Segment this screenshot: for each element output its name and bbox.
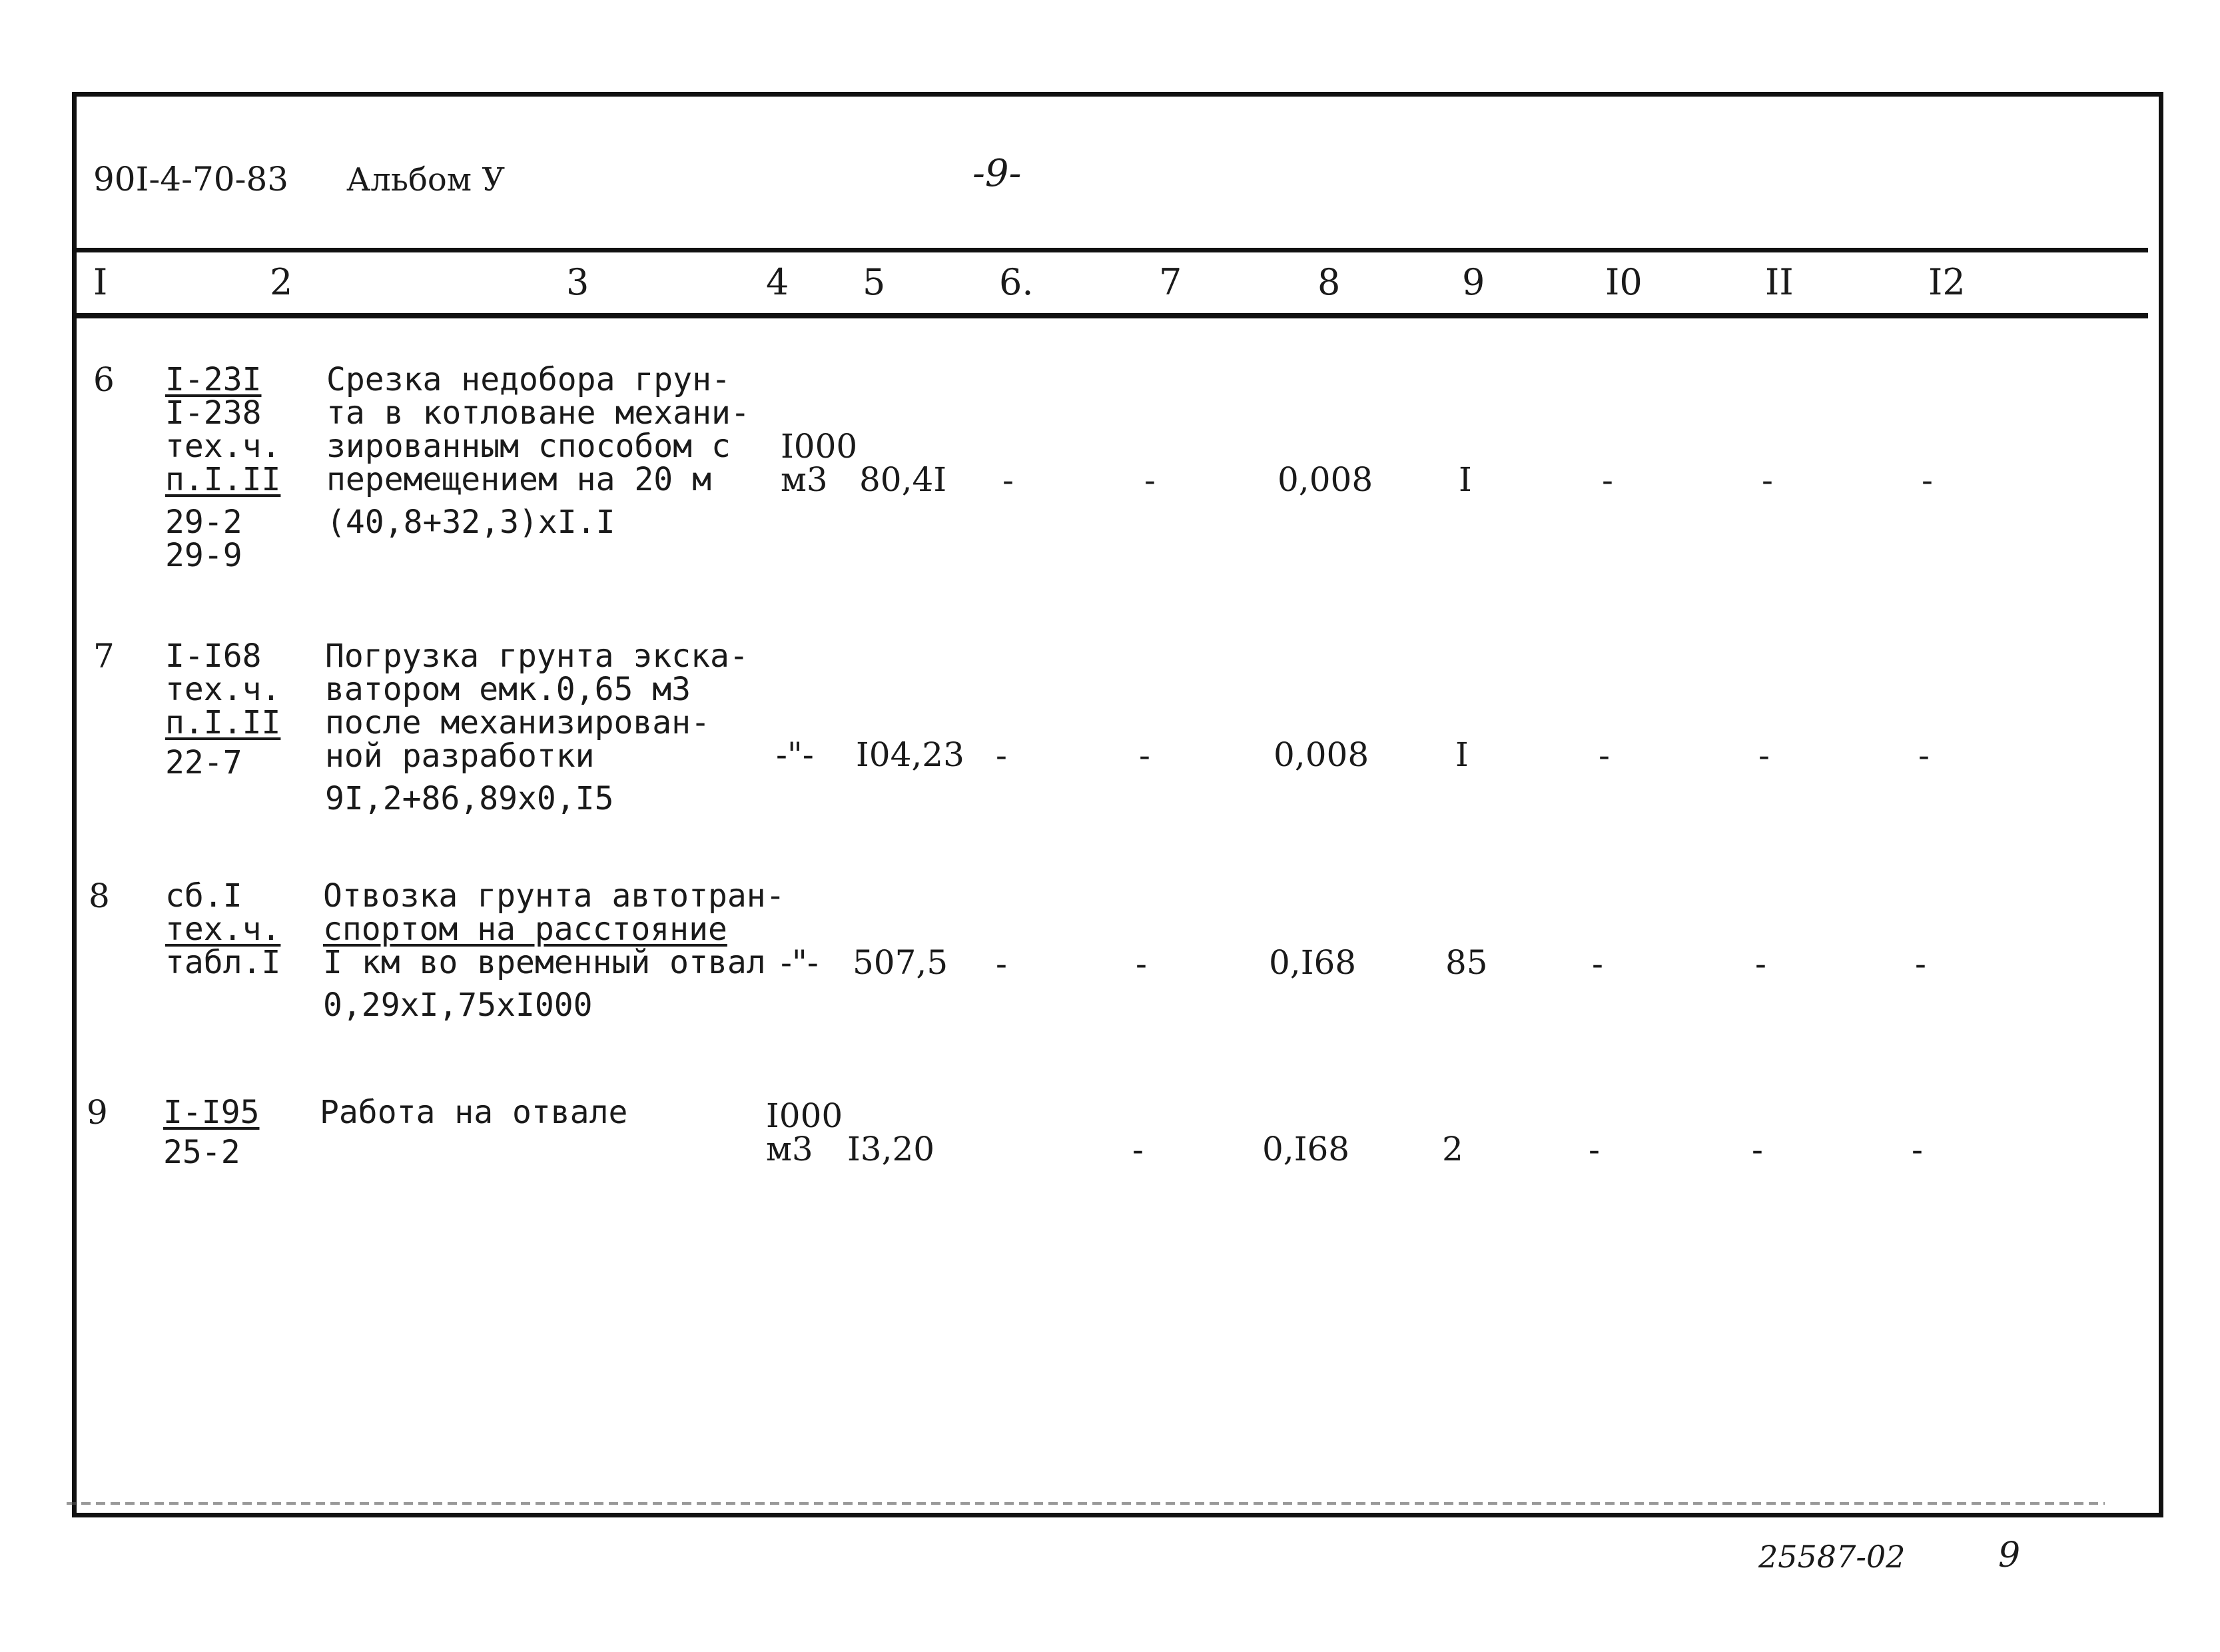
row-7-col8: 0,008 xyxy=(1274,735,1369,774)
page-number: -9- xyxy=(972,152,1022,195)
row-7-col6: - xyxy=(996,736,1007,775)
row-8-col8: 0,I68 xyxy=(1269,943,1357,982)
row-7-col12: - xyxy=(1918,736,1930,775)
row-9-col8: 0,I68 xyxy=(1262,1130,1350,1168)
row-6-number: 6 xyxy=(93,360,115,399)
row-9-unit-top: I000 xyxy=(766,1096,843,1135)
header-rule-bottom xyxy=(77,313,2148,318)
row-7-col9: I xyxy=(1455,735,1469,774)
row-6-col6: - xyxy=(1002,461,1014,500)
row-7-col10: - xyxy=(1599,736,1610,775)
col-header-6: 6. xyxy=(999,261,1034,303)
ref-line: п.I.II xyxy=(165,704,281,741)
row-8-col10: - xyxy=(1592,945,1603,983)
row-8-col6: - xyxy=(996,945,1007,983)
scan-noise-line xyxy=(67,1502,2105,1505)
row-7-col7: - xyxy=(1139,736,1150,775)
row-9-description xyxy=(320,1096,627,1129)
row-8-col12: - xyxy=(1915,945,1926,983)
desc-line: ватором емк.0,65 м3 xyxy=(325,671,691,708)
row-9-col9: 2 xyxy=(1442,1130,1463,1168)
ref-line: 22-7 xyxy=(165,744,242,781)
formula: (40,8+32,3)хI.I xyxy=(326,504,615,541)
row-8-number: 8 xyxy=(89,877,110,915)
row-9-number: 9 xyxy=(87,1093,108,1132)
row-6-col7: - xyxy=(1144,461,1156,500)
row-9-qty: I3,20 xyxy=(847,1130,935,1168)
row-9-col10: - xyxy=(1589,1130,1600,1169)
row-6-description xyxy=(326,363,750,539)
row-9-ref xyxy=(163,1096,260,1169)
ref-line: I-I68 xyxy=(165,637,262,675)
formula: 9I,2+86,89х0,I5 xyxy=(325,780,614,817)
col-header-10: I0 xyxy=(1605,261,1643,303)
ref-line: тех.ч. xyxy=(165,911,281,948)
row-9-col7: - xyxy=(1132,1130,1144,1169)
desc-line: та в котловане механи- xyxy=(326,394,750,432)
col-header-5: 5 xyxy=(863,261,886,303)
col-header-11: II xyxy=(1765,261,1794,303)
row-7-ref xyxy=(165,639,280,779)
ref-line: тех.ч. xyxy=(165,428,281,465)
row-6-col8: 0,008 xyxy=(1278,460,1373,499)
desc-line: спортом на расстояние xyxy=(323,911,727,948)
row-9-col11: - xyxy=(1752,1130,1763,1169)
ref-line: тех.ч. xyxy=(165,671,281,708)
row-7-qty: I04,23 xyxy=(856,735,964,774)
row-8-description xyxy=(323,879,785,1022)
footer-doc-number: 25587-02 xyxy=(1758,1539,1906,1575)
ref-line: 29-2 xyxy=(165,504,242,541)
row-6-ref xyxy=(165,363,280,572)
desc-line: после механизирован- xyxy=(325,704,710,741)
doc-code: 90I-4-70-83 xyxy=(93,160,289,199)
row-6-unit-top: I000 xyxy=(781,427,858,466)
row-7-number: 7 xyxy=(93,637,115,675)
row-6-col11: - xyxy=(1762,461,1773,500)
desc-line: Срезка недобора грун- xyxy=(326,361,731,398)
desc-line: перемещением на 20 м xyxy=(326,461,711,498)
row-9-unit-bottom: м3 xyxy=(766,1130,813,1168)
desc-line: зированным способом с xyxy=(326,428,731,465)
row-6-unit-bottom: м3 xyxy=(781,460,828,499)
col-header-2: 2 xyxy=(270,261,293,303)
header-rule-top xyxy=(77,248,2148,252)
row-6-col10: - xyxy=(1602,461,1613,500)
desc-line: Погрузка грунта экска- xyxy=(325,637,749,675)
ref-line: I-23I xyxy=(165,361,262,398)
desc-line: Отвозка грунта автотран- xyxy=(323,877,785,915)
row-8-col11: - xyxy=(1755,945,1766,983)
row-6-col9: I xyxy=(1459,460,1472,499)
col-header-12: I2 xyxy=(1928,261,1966,303)
row-8-unit: -"- xyxy=(781,943,819,982)
row-8-col9: 85 xyxy=(1445,943,1488,982)
row-7-unit: -"- xyxy=(776,735,814,774)
ref-line: табл.I xyxy=(165,944,281,981)
row-6-qty: 80,4I xyxy=(859,460,947,499)
formula: 0,29хI,75хI000 xyxy=(323,987,593,1024)
ref-line: I-I95 xyxy=(163,1094,260,1131)
col-header-8: 8 xyxy=(1317,261,1341,303)
row-7-col11: - xyxy=(1758,736,1770,775)
ref-line: 25-2 xyxy=(163,1134,240,1171)
desc-line: I км во временный отвал xyxy=(323,944,766,981)
col-header-4: 4 xyxy=(766,261,789,303)
desc-line: Работа на отвале xyxy=(320,1094,628,1131)
footer-page-number: 9 xyxy=(1998,1535,2021,1575)
row-8-ref xyxy=(165,879,280,979)
col-header-9: 9 xyxy=(1462,261,1485,303)
ref-line: I-238 xyxy=(165,394,262,432)
ref-line: сб.I xyxy=(165,877,242,915)
col-header-1: I xyxy=(93,261,108,303)
album-label: Альбом У xyxy=(346,161,506,199)
ref-line: п.I.II xyxy=(165,461,281,498)
row-6-col12: - xyxy=(1922,461,1933,500)
row-8-col7: - xyxy=(1136,945,1147,983)
row-8-qty: 507,5 xyxy=(853,943,948,982)
col-header-7: 7 xyxy=(1159,261,1182,303)
row-7-description xyxy=(325,639,749,815)
ref-line: 29-9 xyxy=(165,537,242,574)
col-header-3: 3 xyxy=(566,261,589,303)
desc-line: ной разработки xyxy=(325,737,595,775)
row-9-col12: - xyxy=(1912,1130,1923,1169)
